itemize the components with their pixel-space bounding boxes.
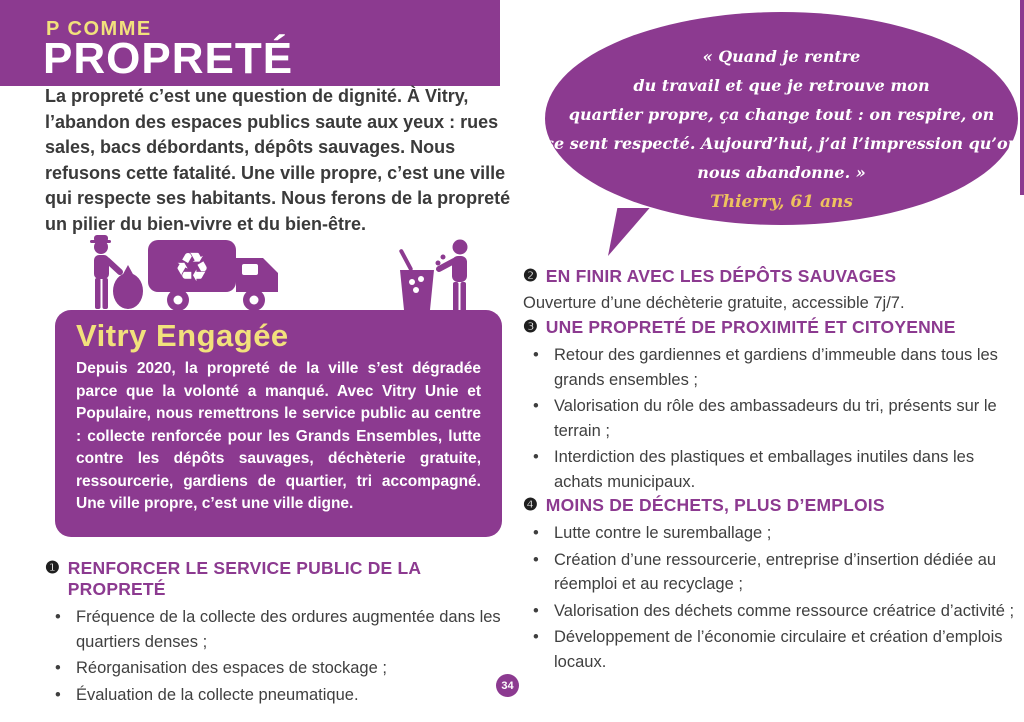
list-item: • Réorganisation des espaces de stockage ; — [45, 656, 517, 681]
bullet-list — [45, 605, 517, 707]
quote-line: nous abandonne. » — [697, 163, 866, 182]
bullet-list — [523, 343, 1015, 494]
worker-trash-bag-icon — [82, 234, 148, 310]
quote-bubble — [545, 12, 1018, 225]
list-item: • Valorisation des déchets comme ressource créatrice d’activité ; — [523, 599, 1015, 624]
recycling-truck-icon — [148, 238, 293, 312]
list-item: • Évaluation de la collecte pneumatique. — [45, 683, 517, 708]
section-depots-sauvages — [523, 266, 1015, 315]
engage-box-title: Vitry Engagée — [76, 318, 289, 353]
section-heading — [523, 266, 1015, 287]
section-title: RENFORCER LE SERVICE PUBLIC DE LA PROPRETÉ — [67, 558, 421, 599]
quote-line: du travail et que je retrouve mon — [633, 76, 930, 95]
list-item: • Retour des gardiennes et gardiens d’immeuble dans tous les grands ensembles ; — [523, 343, 1015, 392]
list-item: • Création d’une ressourcerie, entreprise d’insertion dédiée au réemploi et au recyclage ; — [523, 548, 1015, 597]
vitry-engagee-box — [55, 310, 502, 537]
section-number-badge: ❶ — [45, 559, 60, 577]
section-heading — [523, 495, 1015, 516]
page-number-badge: 34 — [496, 674, 519, 697]
section-number-badge: ❷ — [523, 267, 538, 285]
section-number-badge: ❹ — [523, 496, 538, 514]
quote-author: Thierry, 61 ans — [710, 192, 853, 212]
list-item: • Lutte contre le suremballage ; — [523, 521, 1015, 546]
section-heading — [45, 558, 517, 600]
bullet-list — [523, 521, 1015, 674]
section-proprete-proximite — [523, 317, 1015, 496]
section-heading — [523, 317, 1015, 338]
section-title: UNE PROPRETÉ DE PROXIMITÉ ET CITOYENNE — [545, 317, 956, 337]
page-title: PROPRETÉ — [43, 34, 294, 83]
header-block — [0, 0, 500, 86]
list-item: • Valorisation du rôle des ambassadeurs du tri, présents sur le terrain ; — [523, 394, 1015, 443]
quote-line: quartier propre, ça change tout : on respire, on — [568, 105, 995, 124]
section-text: Ouverture d’une déchèterie gratuite, accessible 7j/7. — [523, 294, 905, 312]
section-title: EN FINIR AVEC LES DÉPÔTS SAUVAGES — [545, 266, 897, 286]
list-item: • Fréquence de la collecte des ordures augmentée dans les quartiers denses ; — [45, 605, 517, 654]
quote-line: « Quand je rentre — [702, 47, 861, 66]
recycle-symbol-glyph: ♻ — [174, 246, 210, 290]
list-item: • Interdiction des plastiques et emballages inutiles dans les achats municipaux. — [523, 445, 1015, 494]
header-kicker: P COMME — [46, 18, 152, 40]
right-edge-strip — [1020, 0, 1024, 195]
section-number-badge: ❸ — [523, 318, 538, 336]
intro-paragraph: La propreté c’est une question de dignité. À Vitry, l’abandon des espaces publics saute aux yeux : rues sales, bacs débordants, dépôts sauvages. Nous refusons cette fatalité. Une ville propre, c’est une ville qui respecte ses habitants. Nous ferons de la propreté un pilier du bien-vivre et du bien-être. — [45, 86, 511, 234]
list-item: • Développement de l’économie circulaire et création d’emplois locaux. — [523, 625, 1015, 674]
section-moins-dechets — [523, 495, 1015, 676]
engage-box-body: Depuis 2020, la propreté de la ville s’est dégradée parce que la volonté a manqué. Avec Vitry Unie et Populaire, nous remettrons le service public au centre : collecte renforcée pour les Grands Ensembles, lutte contre les dépôts sauvages, déchèterie gratuite, ressourcerie, gardiens de quartier, tri accompagné. Une ville propre, c’est une ville digne. — [76, 360, 481, 512]
section-renforcer-service-public — [45, 558, 517, 709]
section-title: MOINS DE DÉCHETS, PLUS D’EMPLOIS — [545, 495, 885, 515]
person-litter-bin-icon — [392, 238, 484, 312]
quote-line: se sent respecté. Aujourd’hui, j’ai l’impression qu’on — [545, 134, 1020, 153]
